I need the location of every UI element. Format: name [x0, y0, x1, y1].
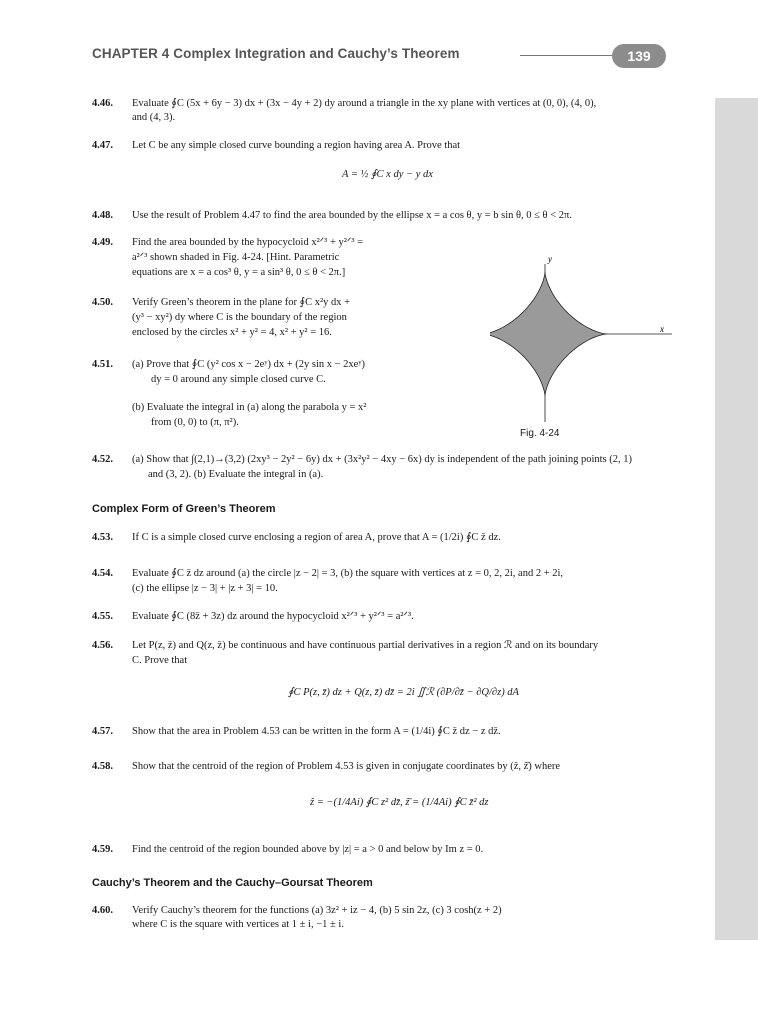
chapter-header: CHAPTER 4 Complex Integration and Cauchy’s Theorem: [92, 46, 460, 61]
equation: A = ½ ∮C x dy − y dx: [342, 169, 433, 180]
problem-text: Evaluate ∮C (8z̄ + 3z) dz around the hypocycloid x²ᐟ³ + y²ᐟ³ = a²ᐟ³.: [132, 611, 414, 622]
equation: ẑ = −(1/4Ai) ∮C z² dz̄, ẑ̄ = (1/4Ai) ∮C z̄² dz: [310, 797, 489, 808]
problem-text: Let P(z, z̄) and Q(z, z̄) be continuous and have continuous partial derivatives in a region ℛ and on its boundary: [132, 640, 599, 651]
equation: ∮C P(z, z̄) dz + Q(z, z̄) dz̄ = 2i ∬ℛ (∂P/∂z̄ − ∂Q/∂z) dA: [288, 687, 519, 698]
page-margin-bar: [715, 98, 758, 940]
problem-text: Verify Cauchy’s theorem for the functions (a) 3z² + iz − 4, (b) 5 sin 2z, (c) 3 cosh(z + 2): [132, 905, 502, 916]
hypocycloid-figure: [490, 256, 680, 424]
problem-text: Evaluate ∮C z̄ dz around (a) the circle |z − 2| = 3, (b) the square with vertices at z = 0, 2, 2i, and 2 + 2i,: [132, 568, 564, 579]
problem-text: Find the area bounded by the hypocycloid x²ᐟ³ + y²ᐟ³ =: [132, 237, 364, 248]
problem-text: Verify Green’s theorem in the plane for ∮C x²y dx +: [132, 297, 351, 308]
problem-number: 4.54.: [92, 568, 113, 579]
problem-text: (b) Evaluate the integral in (a) along the parabola y = x²: [132, 402, 367, 413]
problem-text: If C is a simple closed curve enclosing a region of area A, prove that A = (1/2i) ∮C z̄ dz.: [132, 532, 501, 543]
problem-text: and (4, 3).: [132, 112, 176, 123]
problem-number: 4.60.: [92, 905, 113, 916]
problem-number: 4.57.: [92, 726, 113, 737]
problem-text: a²ᐟ³ shown shaded in Fig. 4-24. [Hint. Parametric: [132, 252, 340, 263]
problem-number: 4.48.: [92, 210, 113, 221]
problem-text: (a) Prove that ∮C (y² cos x − 2eʸ) dx + (2y sin x − 2xeʸ): [132, 359, 365, 370]
problem-text: and (3, 2). (b) Evaluate the integral in (a).: [148, 469, 324, 480]
problem-text: from (0, 0) to (π, π²).: [151, 417, 239, 428]
x-axis-label: x: [660, 324, 664, 334]
figure-caption: Fig. 4-24: [520, 428, 560, 439]
problem-number: 4.46.: [92, 98, 113, 109]
problem-text: Show that the area in Problem 4.53 can be written in the form A = (1/4i) ∮C z̄ dz − z dz̄.: [132, 726, 501, 737]
problem-number: 4.49.: [92, 237, 113, 248]
problem-number: 4.51.: [92, 359, 113, 370]
problem-text: (a) Show that ∫(2,1)→(3,2) (2xy³ − 2y² − 6y) dx + (3x²y² − 4xy − 6x) dy is independent of the path joining points (2, 1): [132, 454, 633, 465]
problem-text: dy = 0 around any simple closed curve C.: [151, 374, 326, 385]
problem-number: 4.47.: [92, 140, 113, 151]
hypocycloid-region: [490, 272, 607, 396]
problem-text: equations are x = a cos³ θ, y = a sin³ θ, 0 ≤ θ < 2π.]: [132, 267, 346, 278]
problem-number: 4.53.: [92, 532, 113, 543]
page-number: 139: [612, 44, 666, 68]
problem-text: C. Prove that: [132, 655, 188, 666]
problem-number: 4.56.: [92, 640, 113, 651]
problem-text: (c) the ellipse |z − 3| + |z + 3| = 10.: [132, 583, 278, 594]
problem-text: Show that the centroid of the region of Problem 4.53 is given in conjugate coordinates by (ẑ, ẑ̄) where: [132, 761, 561, 772]
problem-text: enclosed by the circles x² + y² = 4, x² + y² = 16.: [132, 327, 332, 338]
problem-number: 4.55.: [92, 611, 113, 622]
problem-text: where C is the square with vertices at 1 ± i, −1 ± i.: [132, 919, 344, 930]
problem-number: 4.52.: [92, 454, 113, 465]
section-heading: Complex Form of Green’s Theorem: [92, 503, 276, 515]
section-heading: Cauchy’s Theorem and the Cauchy–Goursat Theorem: [92, 877, 373, 889]
problem-number: 4.50.: [92, 297, 113, 308]
problem-text: Find the centroid of the region bounded above by |z| = a > 0 and below by Im z = 0.: [132, 844, 484, 855]
y-axis-label: y: [548, 256, 552, 264]
problem-number: 4.59.: [92, 844, 113, 855]
problem-text: Let C be any simple closed curve bounding a region having area A. Prove that: [132, 140, 461, 151]
problem-text: Evaluate ∮C (5x + 6y − 3) dx + (3x − 4y + 2) dy around a triangle in the xy plane with vertices at (0, 0), (4, 0),: [132, 98, 597, 109]
problem-text: Use the result of Problem 4.47 to find the area bounded by the ellipse x = a cos θ, y = b sin θ, 0 ≤ θ < 2π.: [132, 210, 572, 221]
problem-text: (y³ − xy²) dy where C is the boundary of the region: [132, 312, 347, 323]
problem-number: 4.58.: [92, 761, 113, 772]
